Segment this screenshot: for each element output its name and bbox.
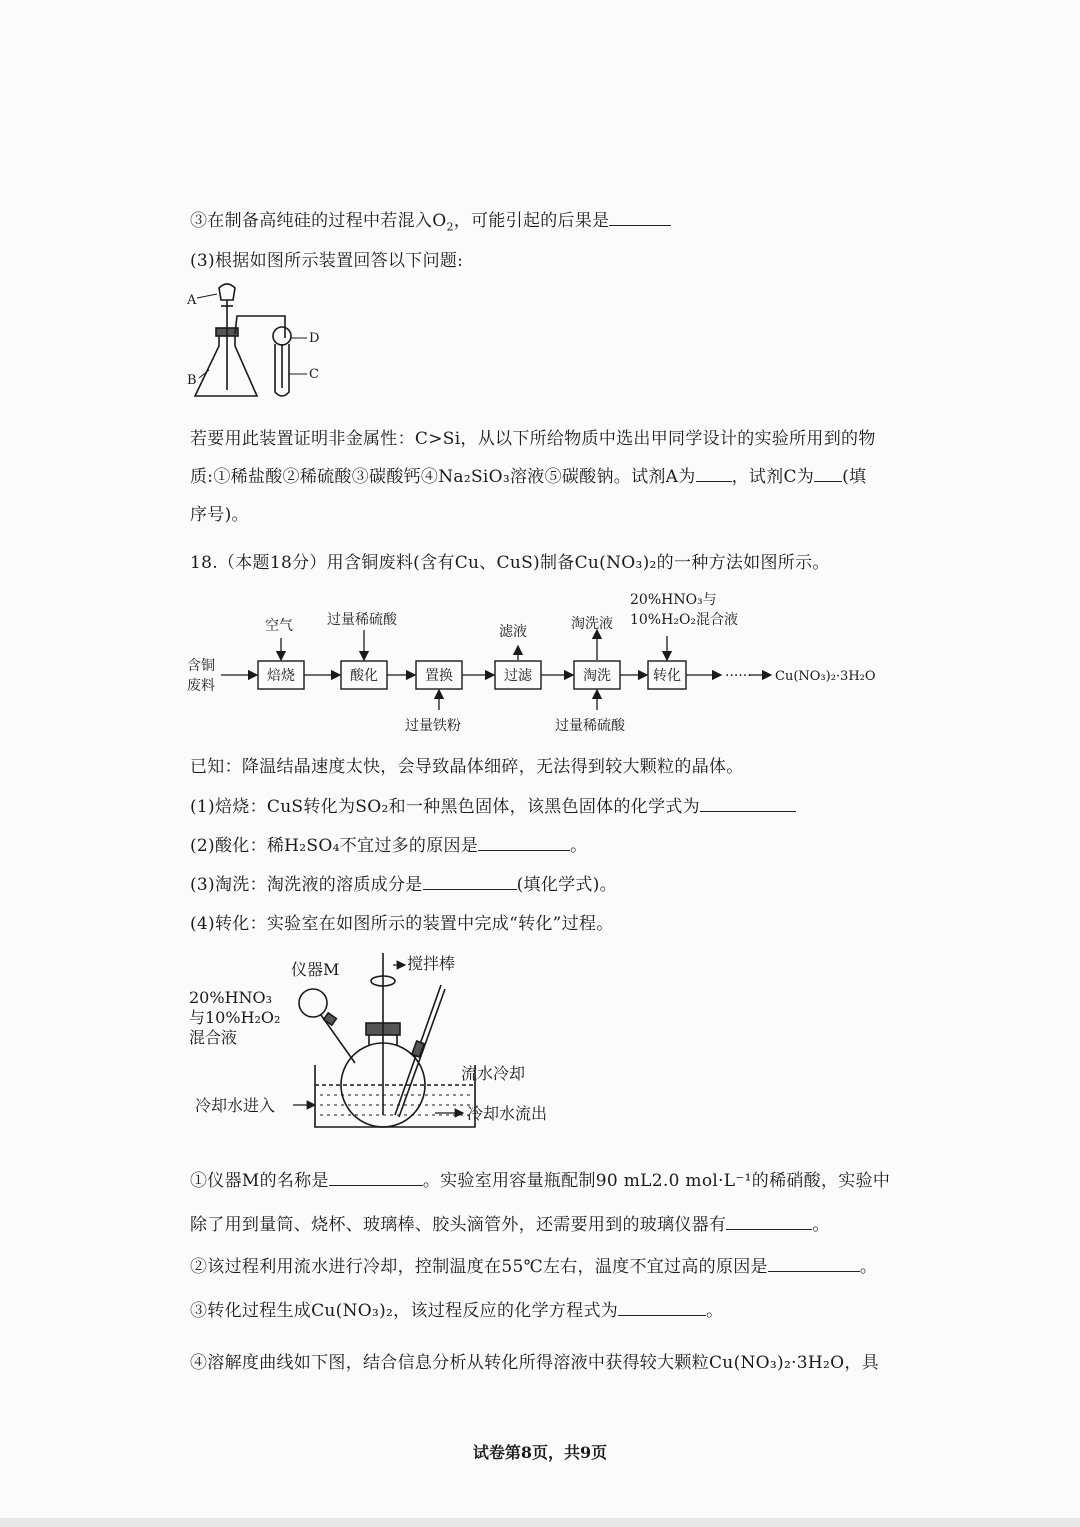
flow-start-1: 含铜 (187, 658, 215, 674)
funnel-a (219, 284, 235, 300)
q18-p4: (4)转化：实验室在如图所示的装置中完成“转化”过程。 (190, 914, 614, 934)
flow-input-mix-2: 10%H₂O₂混合液 (630, 612, 739, 628)
q18-p2: (2)酸化：稀H₂SO₄不宜过多的原因是 。 (190, 836, 588, 856)
answer-blank[interactable] (726, 1213, 812, 1230)
answer-blank[interactable] (768, 1255, 860, 1272)
answer-blank[interactable] (478, 834, 570, 851)
q18-s2: ②该过程利用流水进行冷却，控制温度在55℃左右，温度不宜过高的原因是 。 (190, 1257, 878, 1277)
flow-output-wash: 淘洗液 (571, 616, 613, 632)
flow-box-label: 酸化 (350, 668, 378, 684)
flow-input-mix-1: 20%HNO₃与 (630, 592, 717, 608)
label-mix-2: 与10%H₂O₂ (189, 1008, 281, 1027)
q17-item3: ③在制备高纯硅的过程中若混入$O_2$，可能引起的后果是 (190, 206, 671, 233)
flask-b (195, 330, 257, 396)
label-instrument-m: 仪器M (291, 960, 340, 979)
flow-input-iron: 过量铁粉 (405, 718, 461, 734)
answer-blank[interactable] (700, 795, 796, 812)
label-mix-1: 20%HNO₃ (189, 988, 273, 1007)
q17-prove-line2: 质:①稀盐酸②稀硫酸③碳酸钙④Na₂SiO₃溶液⑤碳酸钠。试剂A为 ，试剂C为 (填 (190, 467, 867, 487)
q17-prove-line1: 若要用此装置证明非金属性：C>Si，从以下所给物质中选出甲同学设计的实验所用到的物 (190, 429, 876, 449)
flow-box-label: 淘洗 (583, 668, 611, 684)
scan-edge (0, 1518, 1080, 1527)
label-b: B (187, 373, 197, 388)
label-water-out: 冷却水流出 (467, 1104, 548, 1123)
flow-box-label: 过滤 (504, 668, 532, 684)
q17-part3: (3)根据如图所示装置回答以下问题: (190, 251, 464, 271)
page-footer: 试卷第8页，共9页 (472, 1443, 608, 1462)
label-mix-3: 混合液 (189, 1028, 238, 1047)
apparatus-diagram-1 (185, 278, 335, 408)
flow-box-label: 置换 (425, 668, 453, 684)
label-c: C (309, 367, 319, 382)
instrument-m (299, 989, 327, 1017)
answer-blank[interactable] (329, 1169, 423, 1186)
water-bath (315, 1065, 475, 1127)
flow-box-label: 焙烧 (267, 668, 295, 684)
q18-p3: (3)淘洗：淘洗液的溶质成分是 (填化学式)。 (190, 875, 617, 895)
apparatus-diagram-2 (185, 945, 585, 1135)
flow-ellipsis: ······ (725, 668, 752, 684)
q18-p1: (1)焙烧：CuS转化为SO₂和一种黑色固体，该黑色固体的化学式为 (190, 792, 796, 817)
answer-blank[interactable] (618, 1299, 706, 1316)
q18-intro: 18.（本题18分）用含铜废料(含有Cu、CuS)制备Cu(NO₃)₂的一种方法如图所示。 (190, 553, 830, 573)
flow-output-filtrate: 滤液 (499, 624, 527, 640)
flow-product: Cu(NO₃)₂·3H₂O (775, 669, 876, 684)
answer-blank[interactable] (423, 873, 517, 890)
flow-box-label: 转化 (653, 668, 681, 684)
label-d: D (309, 331, 320, 346)
q17-prove-line3: 序号)。 (190, 505, 249, 525)
q18-s1-line1: ①仪器M的名称是 。实验室用容量瓶配制90 mL2.0 mol·L⁻¹的稀硝酸，实验中 (190, 1171, 891, 1191)
answer-blank[interactable] (609, 209, 671, 226)
label-flow-cool: 流水冷却 (461, 1064, 526, 1083)
label-stir-rod: 搅拌棒 (407, 954, 456, 973)
label-water-in: 冷却水进入 (195, 1096, 276, 1115)
flow-input-air: 空气 (265, 618, 293, 634)
process-flowchart (185, 588, 895, 738)
q18-known: 已知：降温结晶速度太快，会导致晶体细碎，无法得到较大颗粒的晶体。 (190, 757, 744, 777)
flow-input-acid: 过量稀硫酸 (327, 612, 397, 628)
label-a: A (187, 293, 197, 308)
answer-blank-c[interactable] (814, 465, 842, 482)
answer-blank-a[interactable] (696, 465, 732, 482)
bulb-d (273, 327, 291, 345)
flow-input-acid-2: 过量稀硫酸 (555, 718, 625, 734)
flow-start-2: 废料 (187, 678, 215, 694)
q18-s4: ④溶解度曲线如下图，结合信息分析从转化所得溶液中获得较大颗粒Cu(NO₃)₂·3H₂O，具 (190, 1353, 879, 1373)
q18-s1-line2: 除了用到量筒、烧杯、玻璃棒、胶头滴管外，还需要用到的玻璃仪器有 。 (190, 1215, 830, 1235)
q18-s3: ③转化过程生成Cu(NO₃)₂，该过程反应的化学方程式为 。 (190, 1301, 724, 1321)
